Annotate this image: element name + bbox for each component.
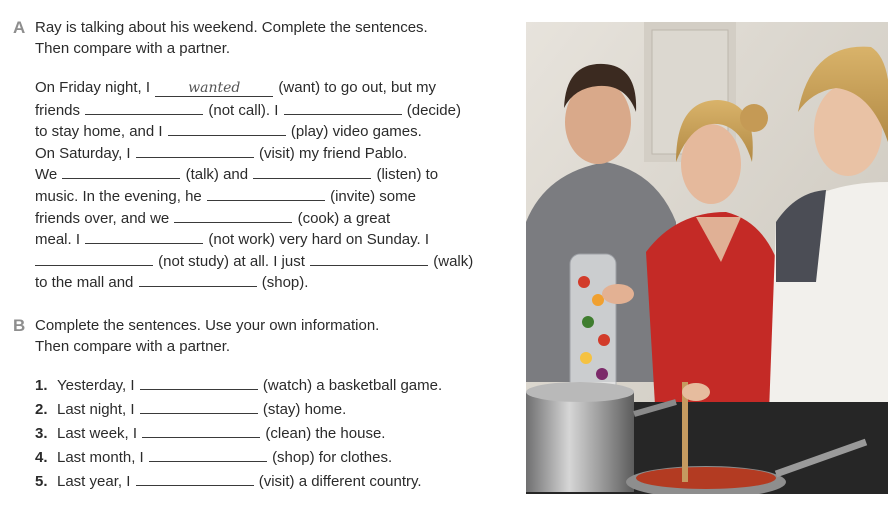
answer-blank[interactable] xyxy=(35,250,153,266)
answer-blank[interactable] xyxy=(149,446,267,462)
paragraph-line: (not study) at all. I just (walk) xyxy=(35,250,473,272)
paragraph-line: meal. I (not work) very hard on Sunday. I xyxy=(35,228,473,250)
list-item: 4. Last month, I (shop) for clothes. xyxy=(35,446,442,470)
paragraph-line: music. In the evening, he (invite) some xyxy=(35,185,473,207)
answer-blank[interactable] xyxy=(174,207,292,223)
answer-blank[interactable] xyxy=(207,185,325,201)
cooking-photo-illustration xyxy=(526,22,888,494)
paragraph-line: to stay home, and I (play) video games. xyxy=(35,120,473,142)
paragraph-line: On Saturday, I (visit) my friend Pablo. xyxy=(35,142,473,164)
answer-blank[interactable] xyxy=(136,142,254,158)
answer-blank[interactable] xyxy=(284,99,402,115)
exercise-letter-b: B xyxy=(13,316,26,335)
paragraph-line: friends over, and we (cook) a great xyxy=(35,207,473,229)
list-item: 1. Yesterday, I (watch) a basketball game. xyxy=(35,374,442,398)
answer-blank-example[interactable]: wanted xyxy=(155,81,273,97)
list-item: 5. Last year, I (visit) a different country. xyxy=(35,470,442,494)
answer-blank[interactable] xyxy=(62,163,180,179)
answer-blank[interactable] xyxy=(310,250,428,266)
exercise-letter-a: A xyxy=(13,18,26,37)
answer-blank[interactable] xyxy=(253,163,371,179)
cooking-photo xyxy=(526,22,888,494)
paragraph-line: friends (not call). I (decide) xyxy=(35,99,473,121)
exercise-b-list xyxy=(35,374,442,494)
paragraph-line: We (talk) and (listen) to xyxy=(35,163,473,185)
paragraph-line: On Friday night, I wanted (want) to go out, but my xyxy=(35,79,436,96)
answer-blank[interactable] xyxy=(140,374,258,390)
answer-blank[interactable] xyxy=(139,271,257,287)
answer-blank[interactable] xyxy=(142,422,260,438)
answer-blank[interactable] xyxy=(136,470,254,486)
exercise-b-instructions: Complete the sentences. Use your own information. Then compare with a partner. xyxy=(35,317,380,355)
list-item: 3. Last week, I (clean) the house. xyxy=(35,422,442,446)
paragraph-line: to the mall and (shop). xyxy=(35,271,473,293)
answer-blank[interactable] xyxy=(168,120,286,136)
answer-blank[interactable] xyxy=(140,398,258,414)
list-item: 2. Last night, I (stay) home. xyxy=(35,398,442,422)
exercise-a-instructions: Ray is talking about his weekend. Complete the sentences. Then compare with a partner. xyxy=(35,19,428,57)
exercise-a-paragraph xyxy=(35,77,473,293)
answer-blank[interactable] xyxy=(85,99,203,115)
answer-blank[interactable] xyxy=(85,228,203,244)
